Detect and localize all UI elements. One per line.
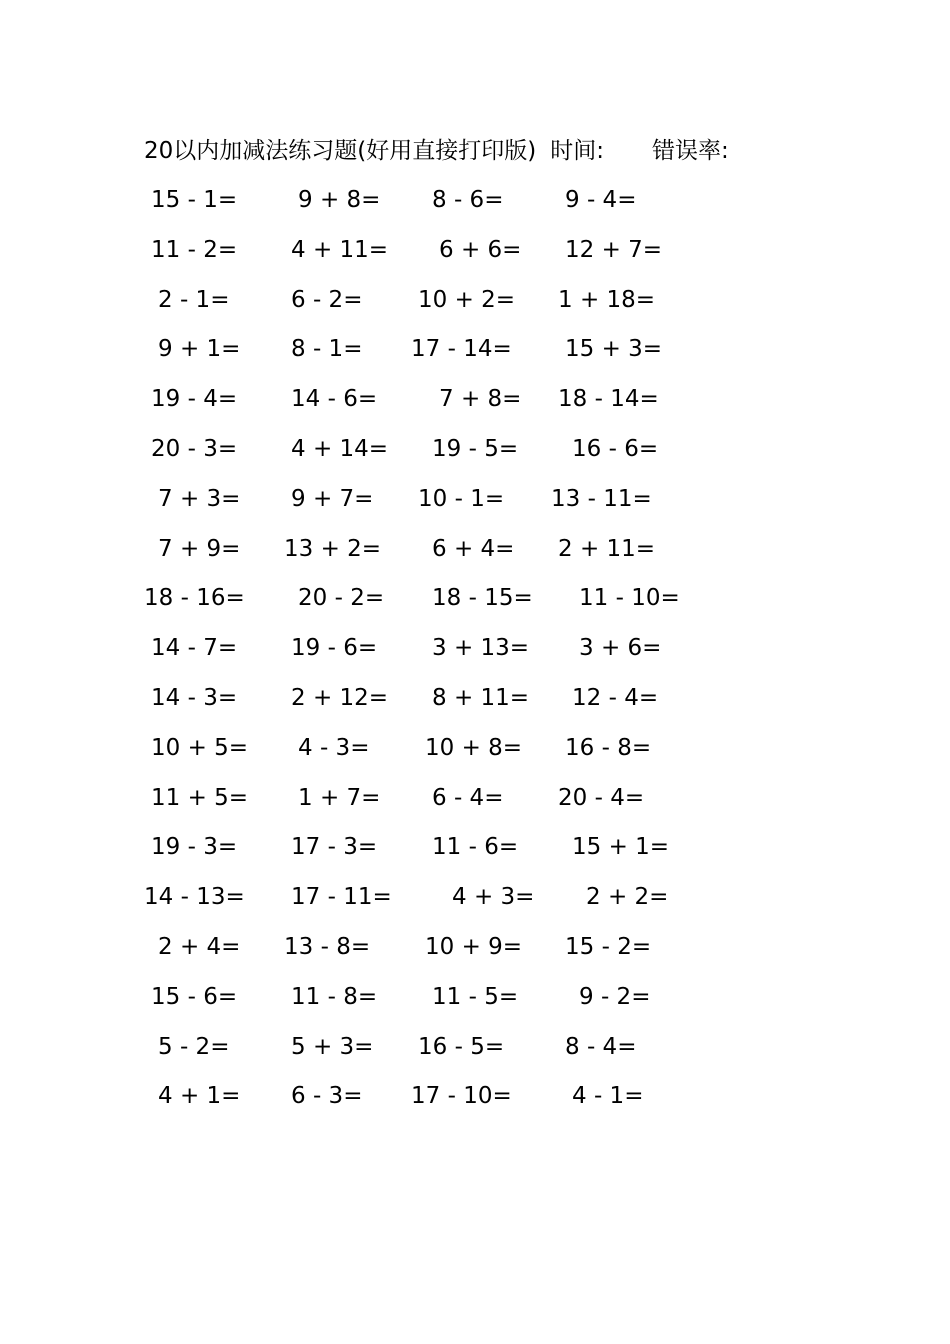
math-problem: 6 - 3= (291, 1083, 363, 1110)
math-problem: 5 - 2= (158, 1033, 230, 1060)
math-problem: 6 + 6= (439, 236, 522, 263)
math-problem: 11 - 8= (291, 983, 378, 1010)
math-problem: 20 - 4= (558, 784, 645, 811)
math-problem: 2 + 11= (558, 535, 656, 562)
math-problem: 18 - 15= (432, 585, 533, 612)
math-problem: 17 - 3= (291, 834, 378, 861)
math-problem: 20 - 3= (151, 436, 238, 462)
math-problem: 19 - 6= (291, 635, 378, 662)
math-problem: 16 - 6= (572, 436, 659, 462)
math-problem: 4 + 11= (291, 236, 389, 263)
math-problem: 15 - 2= (565, 934, 652, 960)
math-problem: 7 + 9= (158, 535, 241, 562)
math-problem: 14 - 6= (291, 386, 378, 413)
math-problem: 12 + 7= (565, 236, 663, 263)
time-label: 时间: (550, 138, 604, 164)
math-problem: 19 - 5= (432, 436, 519, 462)
math-problem: 9 + 1= (158, 336, 241, 363)
math-problem: 4 - 3= (298, 734, 370, 761)
math-problem: 17 - 11= (291, 884, 392, 911)
math-problem: 11 + 5= (151, 784, 249, 811)
math-problem: 11 - 6= (432, 834, 519, 861)
math-problem: 10 - 1= (418, 485, 505, 512)
worksheet-title: 20以内加减法练习题(好用直接打印版) (144, 138, 537, 164)
math-problem: 4 + 14= (291, 436, 389, 462)
math-problem: 8 + 11= (432, 685, 530, 711)
math-problem: 4 + 1= (158, 1083, 241, 1110)
math-problem: 14 - 7= (151, 635, 238, 662)
math-problem: 7 + 3= (158, 485, 241, 512)
math-problem: 9 - 4= (565, 187, 637, 213)
math-problem: 9 + 7= (291, 485, 374, 512)
math-problem: 18 - 14= (558, 386, 659, 413)
math-problem: 15 + 3= (565, 336, 663, 363)
math-problem: 15 - 1= (151, 187, 238, 213)
math-problem: 14 - 13= (144, 884, 245, 911)
math-problem: 2 + 12= (291, 685, 389, 711)
math-problem: 4 + 3= (452, 884, 535, 911)
math-problem: 15 + 1= (572, 834, 670, 861)
math-problem: 3 + 6= (579, 635, 662, 662)
math-problem: 11 - 10= (579, 585, 680, 612)
math-problem: 5 + 3= (291, 1033, 374, 1060)
math-problem: 13 - 8= (284, 934, 371, 960)
math-problem: 6 - 2= (291, 286, 363, 313)
math-problem: 20 - 2= (298, 585, 385, 612)
math-problem: 11 - 5= (432, 983, 519, 1010)
math-problem: 16 - 5= (418, 1033, 505, 1060)
math-problem: 7 + 8= (439, 386, 522, 413)
math-problem: 8 - 4= (565, 1033, 637, 1060)
math-problem: 10 + 8= (425, 734, 523, 761)
math-problem: 19 - 3= (151, 834, 238, 861)
math-problem: 17 - 10= (411, 1083, 512, 1110)
math-problem: 13 + 2= (284, 535, 382, 562)
math-problem: 17 - 14= (411, 336, 512, 363)
math-problem: 12 - 4= (572, 685, 659, 711)
math-problem: 2 + 2= (586, 884, 669, 911)
math-problem: 3 + 13= (432, 635, 530, 662)
math-problem: 10 + 2= (418, 286, 516, 313)
math-problem: 9 - 2= (579, 983, 651, 1010)
math-problem: 15 - 6= (151, 983, 238, 1010)
math-problem: 10 + 9= (425, 934, 523, 960)
math-problem: 19 - 4= (151, 386, 238, 413)
math-problem: 2 - 1= (158, 286, 230, 313)
math-problem: 18 - 16= (144, 585, 245, 612)
math-problem: 4 - 1= (572, 1083, 644, 1110)
math-problem: 1 + 7= (298, 784, 381, 811)
math-problem: 8 - 6= (432, 187, 504, 213)
error-rate-label: 错误率: (651, 138, 729, 164)
math-problem: 11 - 2= (151, 236, 238, 263)
math-problem: 6 + 4= (432, 535, 515, 562)
math-problem: 6 - 4= (432, 784, 504, 811)
math-problem: 8 - 1= (291, 336, 363, 363)
math-problem: 2 + 4= (158, 934, 241, 960)
math-problem: 14 - 3= (151, 685, 238, 711)
math-problem: 13 - 11= (551, 485, 652, 512)
math-problem: 9 + 8= (298, 187, 381, 213)
math-problem: 16 - 8= (565, 734, 652, 761)
math-problem: 10 + 5= (151, 734, 249, 761)
math-problem: 1 + 18= (558, 286, 656, 313)
